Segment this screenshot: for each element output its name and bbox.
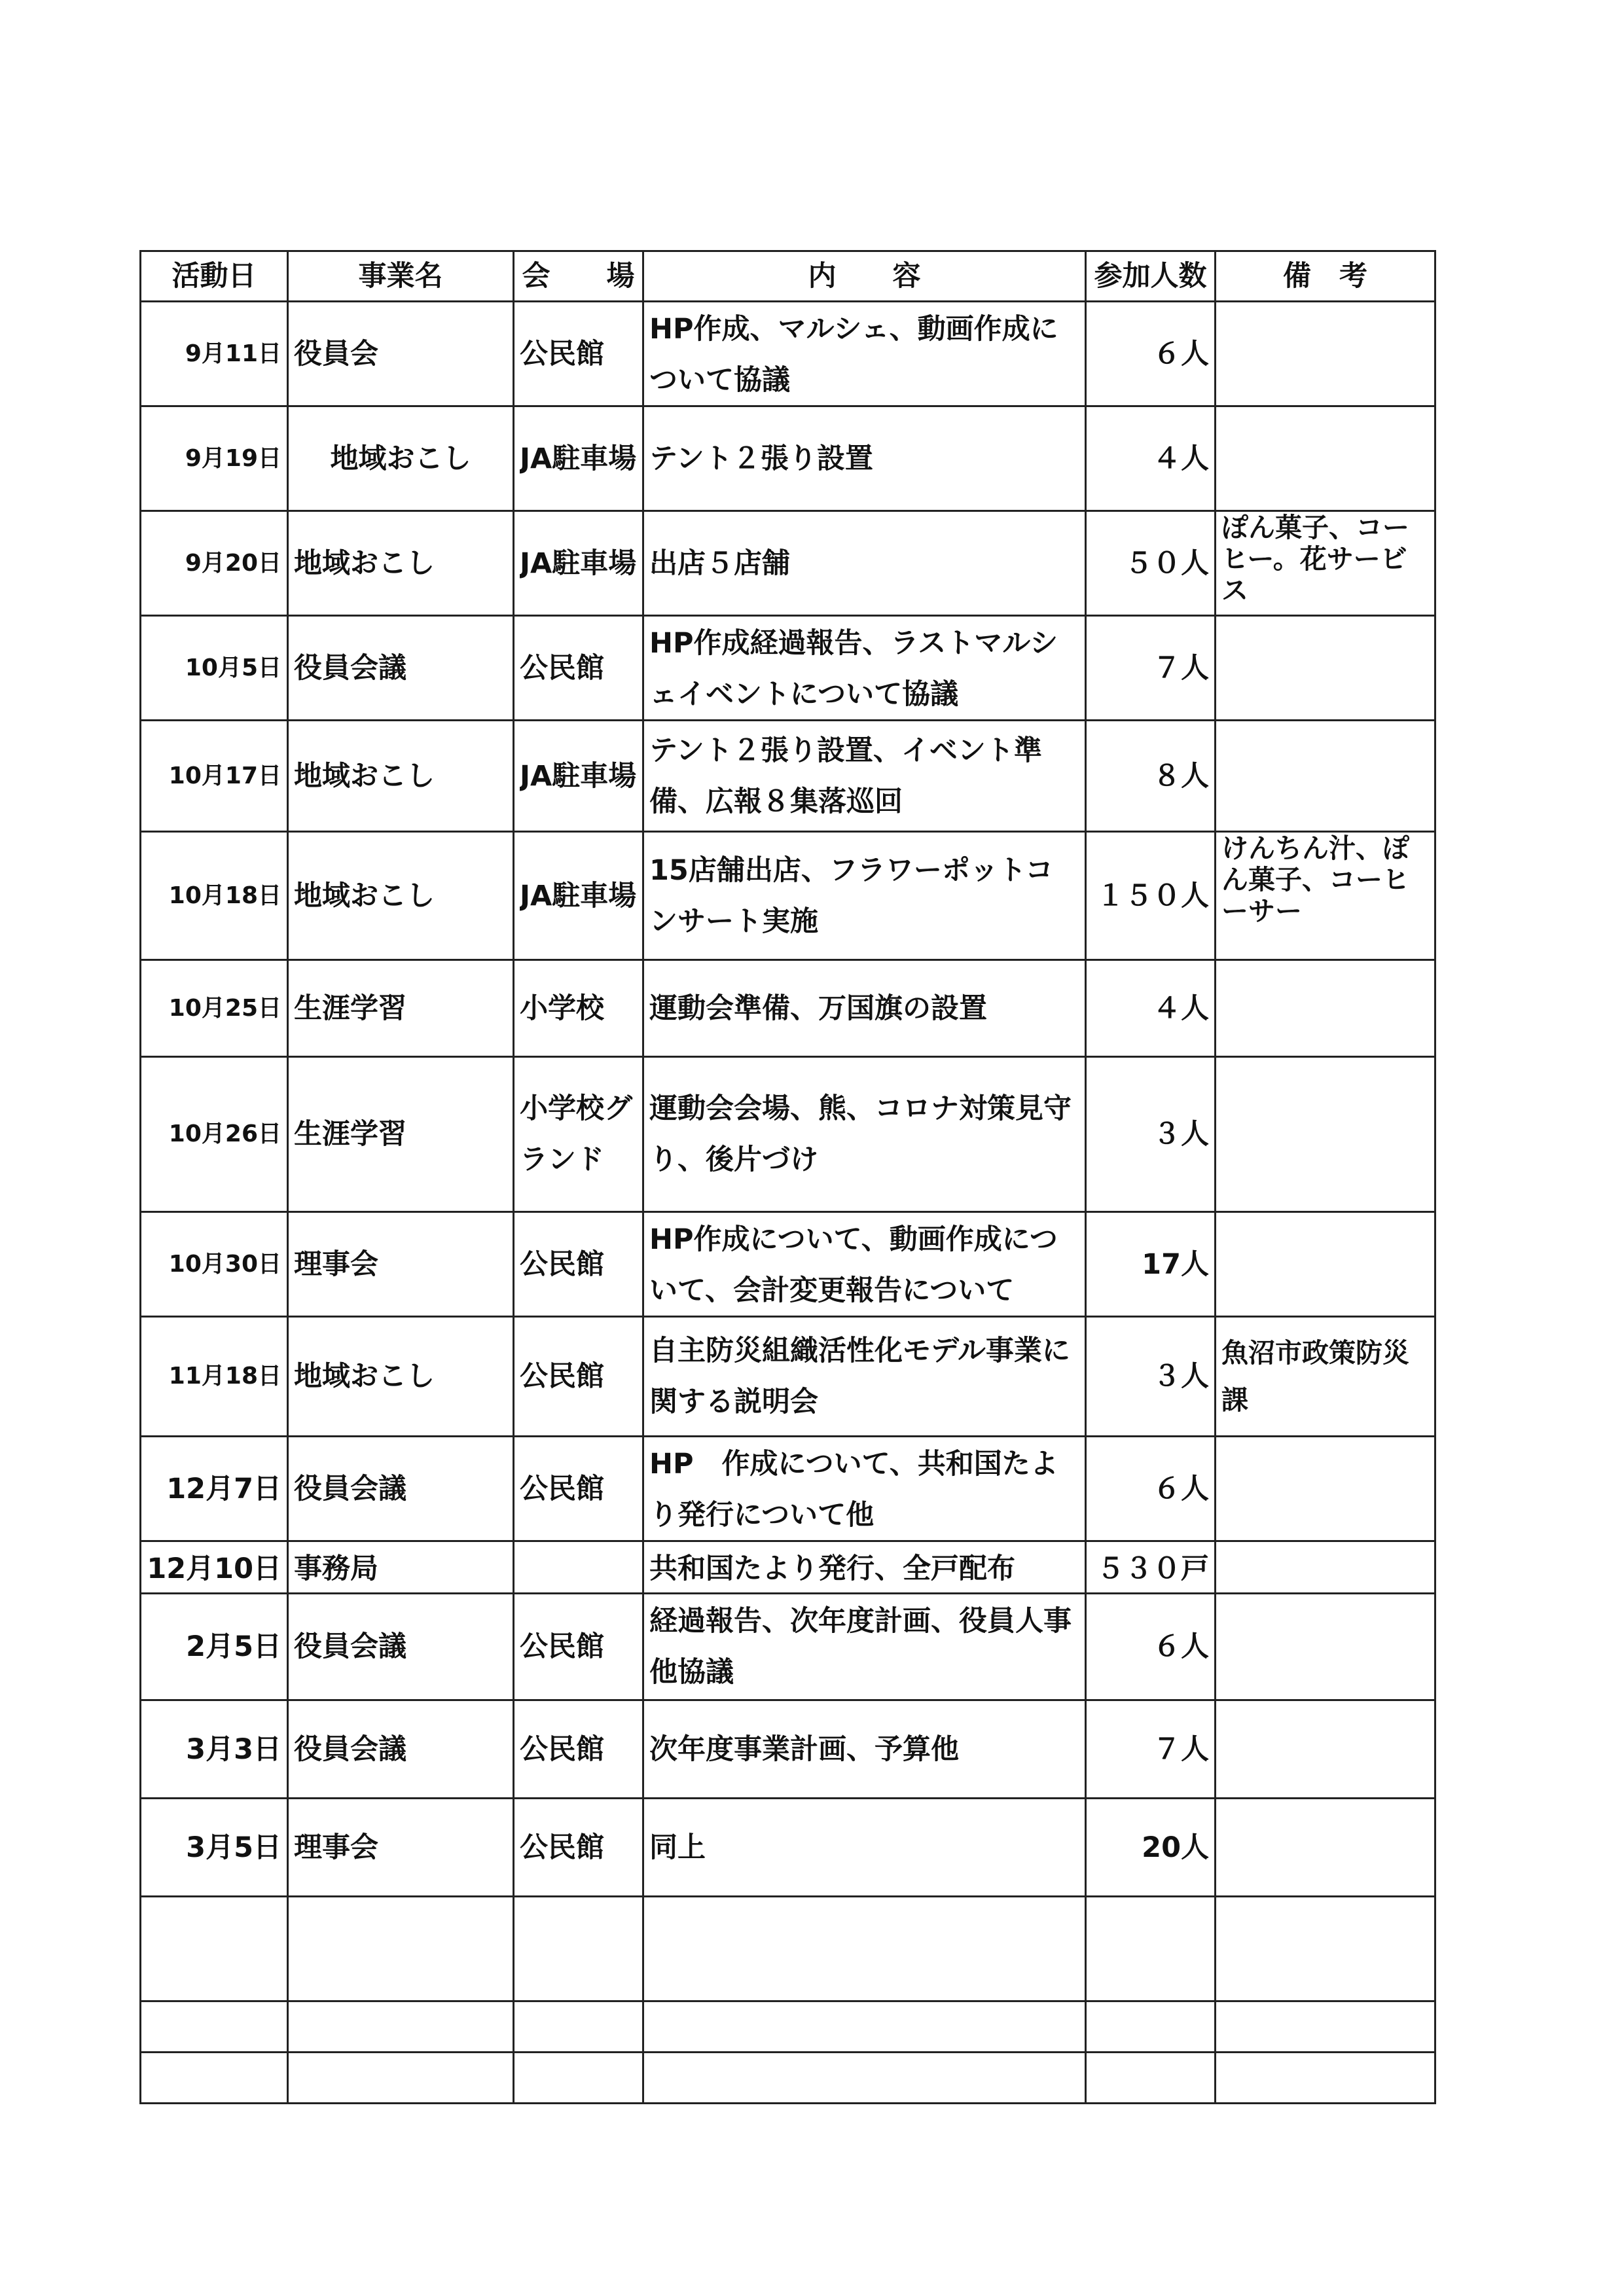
row-event-name-text: 生涯学習 [294,1118,406,1151]
row-date [141,616,288,721]
row-date-text: 9月20日 [185,549,281,577]
row-participants [1086,511,1216,616]
row-event-name-text: 地域おこし [330,442,471,475]
row-event-name [288,1897,514,2001]
table-row [141,1541,1435,1594]
row-event-name-text: 役員会議 [294,651,406,685]
row-venue-text: 公民館 [520,651,604,685]
row-notes-text: 魚沼市政策防災課 [1221,1337,1409,1416]
row-date [141,1700,288,1799]
row-notes [1216,1594,1435,1700]
row-event-name-text: 生涯学習 [294,992,406,1025]
row-event-name-text: 地域おこし [294,759,435,793]
row-participants-text: ７人 [1153,651,1209,685]
row-notes [1216,511,1435,616]
row-date-text: 9月11日 [185,340,281,367]
row-venue [514,960,643,1057]
table-row [141,1317,1435,1437]
row-participants [1086,616,1216,721]
row-participants-text: 17人 [1142,1247,1209,1281]
row-notes [1216,302,1435,406]
row-date-text: 12月7日 [166,1472,281,1505]
row-notes [1216,832,1435,960]
row-venue [514,1897,643,2001]
activity-table [139,250,1436,2104]
table-row [141,302,1435,406]
row-venue [514,1317,643,1437]
row-participants [1086,406,1216,511]
row-date [141,511,288,616]
row-notes [1216,1897,1435,2001]
row-content [643,1437,1086,1541]
row-date-text: 12月10日 [147,1552,281,1585]
row-content [643,1594,1086,1700]
row-participants-text: ４人 [1153,992,1209,1025]
header-notes: 備 考 [1216,251,1435,302]
row-venue-text: JA駐車場 [520,879,637,912]
row-venue [514,302,643,406]
row-participants-text: 20人 [1142,1831,1209,1864]
row-notes [1216,616,1435,721]
table-row [141,511,1435,616]
row-content [643,1212,1086,1317]
row-participants [1086,1057,1216,1212]
row-participants [1086,1594,1216,1700]
row-content-text: HP 作成について、共和国たより発行について他 [649,1447,1058,1532]
row-notes [1216,1700,1435,1799]
table-row [141,1700,1435,1799]
row-content [643,832,1086,960]
row-participants [1086,1700,1216,1799]
row-venue-text: 公民館 [520,1360,604,1393]
row-participants-text: ６人 [1153,337,1209,370]
row-date-text: 3月5日 [186,1831,281,1864]
row-venue [514,406,643,511]
row-date [141,1799,288,1897]
row-notes-text: ぽん菓子、コーヒー。花サービス [1221,512,1409,606]
row-content-text: テント２張り設置、イベント準備、広報８集落巡回 [649,734,1042,818]
row-participants [1086,1799,1216,1897]
row-venue-text: 公民館 [520,337,604,370]
row-content-text: 運動会会場、熊、コロナ対策見守り、後片づけ [649,1092,1072,1176]
row-participants [1086,1897,1216,2001]
row-content-text: テント２張り設置 [649,442,873,475]
table-row [141,2053,1435,2104]
row-venue-text: JA駐車場 [520,547,637,580]
row-content [643,302,1086,406]
row-date-text: 10月30日 [168,1250,281,1278]
row-date [141,1594,288,1700]
row-notes [1216,960,1435,1057]
row-content [643,1799,1086,1897]
header-date: 活動日 [141,251,288,302]
row-event-name [288,1594,514,1700]
row-event-name-text: 理事会 [294,1831,378,1864]
row-event-name [288,1212,514,1317]
row-date-text: 10月18日 [168,882,281,909]
row-participants-text: ５０人 [1125,547,1209,580]
row-participants-text: ７人 [1153,1732,1209,1766]
row-date [141,302,288,406]
row-venue [514,832,643,960]
row-notes [1216,2053,1435,2104]
row-event-name-text: 役員会議 [294,1732,406,1766]
row-event-name-text: 地域おこし [294,547,435,580]
row-venue [514,2053,643,2104]
table-row [141,832,1435,960]
row-date [141,1317,288,1437]
row-notes [1216,2001,1435,2053]
row-event-name [288,1700,514,1799]
row-notes [1216,1799,1435,1897]
row-content-text: HP作成経過報告、ラストマルシェイベントについて協議 [649,626,1058,711]
row-notes [1216,1541,1435,1594]
row-participants [1086,721,1216,832]
row-event-name [288,302,514,406]
row-participants-text: １５０人 [1096,879,1209,912]
header-venue: 会 場 [514,251,643,302]
row-date-text: 2月5日 [186,1630,281,1663]
row-participants [1086,1212,1216,1317]
row-content [643,1541,1086,1594]
row-venue [514,1057,643,1212]
row-date [141,960,288,1057]
row-notes [1216,1212,1435,1317]
row-content [643,721,1086,832]
row-content-text: 同上 [649,1831,706,1864]
row-venue [514,1437,643,1541]
row-date [141,2053,288,2104]
row-date-text: 9月19日 [185,444,281,472]
row-event-name [288,406,514,511]
row-notes-text: けんちん汁、ぽん菓子、コーヒーサー [1221,833,1409,927]
row-venue-text: 公民館 [520,1472,604,1505]
row-participants-text: ３人 [1153,1118,1209,1151]
row-participants [1086,2053,1216,2104]
row-content-text: 次年度事業計画、予算他 [649,1732,959,1766]
row-event-name [288,511,514,616]
table-row [141,2001,1435,2053]
row-content-text: 経過報告、次年度計画、役員人事他協議 [649,1605,1072,1689]
row-participants-text: ３人 [1153,1360,1209,1393]
row-event-name [288,1057,514,1212]
row-venue [514,1541,643,1594]
row-notes [1216,1437,1435,1541]
row-date-text: 10月26日 [168,1121,281,1147]
row-participants-text: ８人 [1153,759,1209,793]
row-date-text: 11月18日 [168,1363,281,1390]
table-row [141,1594,1435,1700]
row-participants [1086,302,1216,406]
row-content-text: 出店５店舗 [649,547,790,580]
row-content [643,960,1086,1057]
row-date [141,406,288,511]
row-event-name-text: 役員会 [294,337,378,370]
row-participants [1086,1437,1216,1541]
row-venue [514,1594,643,1700]
row-date [141,1541,288,1594]
row-participants-text: ５３０戸 [1096,1552,1209,1585]
row-event-name [288,1799,514,1897]
row-date [141,832,288,960]
row-participants-text: ６人 [1153,1630,1209,1663]
table-row [141,1057,1435,1212]
row-venue [514,616,643,721]
row-content [643,1700,1086,1799]
row-content-text: 運動会準備、万国旗の設置 [649,992,987,1025]
row-event-name-text: 地域おこし [294,1360,435,1393]
row-participants-text: ６人 [1153,1472,1209,1505]
row-content-text: 自主防災組織活性化モデル事業に関する説明会 [649,1335,1070,1418]
row-content [643,2001,1086,2053]
row-venue [514,1700,643,1799]
table-row [141,406,1435,511]
row-participants-text: ４人 [1153,442,1209,475]
row-venue [514,721,643,832]
row-content [643,1057,1086,1212]
table-row [141,1799,1435,1897]
row-content-text: 15店舗出店、フラワーポットコンサート実施 [649,853,1054,938]
row-content [643,511,1086,616]
row-date [141,1057,288,1212]
row-content [643,1317,1086,1437]
row-participants [1086,960,1216,1057]
row-date-text: 10月17日 [168,762,281,789]
row-content [643,406,1086,511]
row-date [141,1897,288,2001]
row-venue [514,1799,643,1897]
row-event-name [288,1437,514,1541]
row-participants [1086,2001,1216,2053]
row-event-name-text: 役員会議 [294,1630,406,1663]
row-venue-text: 公民館 [520,1831,604,1864]
row-date-text: 3月3日 [186,1732,281,1766]
row-content [643,2053,1086,2104]
header-participants: 参加人数 [1086,251,1216,302]
table-row [141,1437,1435,1541]
row-content [643,616,1086,721]
table-row [141,1897,1435,2001]
row-venue-text: JA駐車場 [520,759,637,793]
row-event-name [288,2053,514,2104]
row-date-text: 10月25日 [168,994,281,1022]
row-event-name [288,616,514,721]
row-event-name [288,721,514,832]
table-row [141,960,1435,1057]
row-venue-text: 公民館 [520,1247,604,1281]
row-event-name [288,1541,514,1594]
row-notes [1216,1317,1435,1437]
row-event-name-text: 理事会 [294,1247,378,1281]
row-venue-text: 小学校 [520,992,604,1025]
row-venue [514,2001,643,2053]
row-venue-text: 公民館 [520,1630,604,1663]
row-venue [514,1212,643,1317]
table-row [141,616,1435,721]
table-header-row [141,251,1435,302]
row-notes [1216,1057,1435,1212]
row-date [141,1437,288,1541]
row-event-name-text: 事務局 [294,1552,378,1585]
table-row [141,1212,1435,1317]
row-notes [1216,721,1435,832]
row-event-name [288,2001,514,2053]
row-participants [1086,832,1216,960]
row-event-name [288,960,514,1057]
row-venue-text: 公民館 [520,1732,604,1766]
table-row [141,721,1435,832]
row-content-text: 共和国たより発行、全戸配布 [649,1552,1015,1585]
row-content [643,1897,1086,2001]
row-venue-text: 小学校グランド [520,1092,632,1176]
row-event-name-text: 地域おこし [294,879,435,912]
row-notes [1216,406,1435,511]
header-event-name: 事業名 [288,251,514,302]
row-event-name [288,832,514,960]
row-event-name-text: 役員会議 [294,1472,406,1505]
row-date [141,721,288,832]
row-participants [1086,1317,1216,1437]
row-participants [1086,1541,1216,1594]
row-date [141,1212,288,1317]
row-date-text: 10月5日 [185,654,281,681]
row-event-name [288,1317,514,1437]
row-content-text: HP作成、マルシェ、動画作成について協議 [649,312,1058,397]
row-venue-text: JA駐車場 [520,442,637,475]
header-content: 内 容 [643,251,1086,302]
row-venue [514,511,643,616]
row-content-text: HP作成について、動画作成について、会計変更報告について [649,1223,1058,1307]
row-date [141,2001,288,2053]
